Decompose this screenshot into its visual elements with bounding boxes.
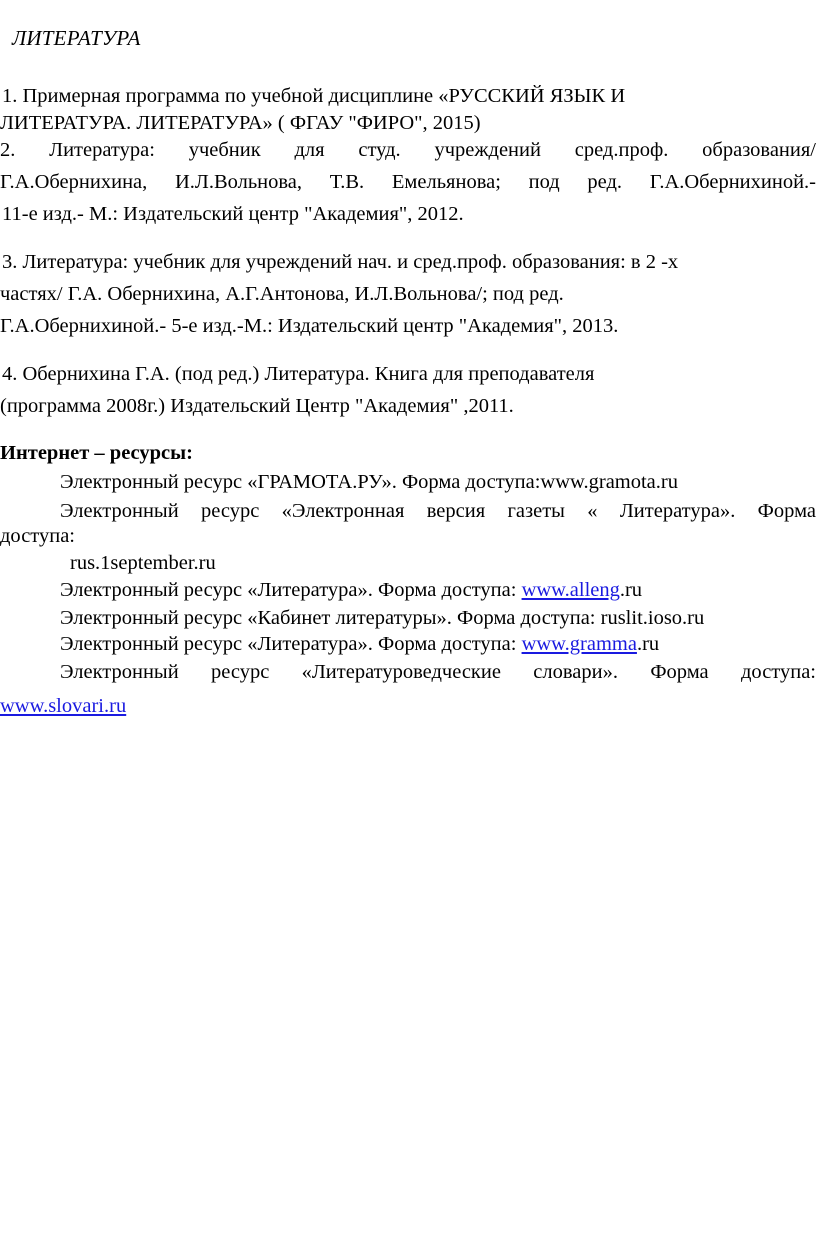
resource-6-line-1: Электронный ресурс «Литературоведческие словари». Форма доступа: bbox=[60, 661, 816, 683]
resource-2-line-2: доступа: bbox=[0, 525, 75, 547]
resource-2-line-1: Электронный ресурс «Электронная версия газеты « Литература». Форма bbox=[60, 500, 816, 522]
resource-5-text: Электронный ресурс «Литература». Форма доступа: bbox=[60, 633, 522, 655]
resource-2-line-3: rus.1september.ru bbox=[70, 552, 216, 574]
resource-5-link[interactable]: www.gramma bbox=[521, 633, 637, 655]
resource-1: Электронный ресурс «ГРАМОТА.РУ». Форма доступа:www.gramota.ru bbox=[60, 471, 678, 493]
list-item-3-line-1: 3. Литература: учебник для учреждений нач. и сред.проф. образования: в 2 -х bbox=[2, 251, 679, 273]
resource-5 bbox=[60, 634, 659, 655]
resource-3-text: Электронный ресурс «Литература». Форма доступа: bbox=[60, 579, 522, 601]
list-item-1-line-2: ЛИТЕРАТУРА. ЛИТЕРАТУРА» ( ФГАУ "ФИРО", 2015) bbox=[0, 112, 481, 134]
resource-3 bbox=[60, 580, 642, 601]
list-item-4-line-1: 4. Обернихина Г.А. (под ред.) Литература. Книга для преподавателя bbox=[2, 363, 595, 385]
resource-3-link[interactable]: www.alleng bbox=[521, 579, 620, 601]
list-item-2-line-1: 2. Литература: учебник для студ. учреждений сред.проф. образования/ bbox=[0, 139, 816, 161]
list-item-2-line-3: 11-е изд.- М.: Издательский центр "Академия", 2012. bbox=[2, 203, 464, 225]
list-item-1-line-1: 1. Примерная программа по учебной дисциплине «РУССКИЙ ЯЗЫК И bbox=[2, 85, 626, 107]
internet-resources-title: Интернет – ресурсы: bbox=[0, 442, 193, 464]
list-item-3-line-2: частях/ Г.А. Обернихина, А.Г.Антонова, И.Л.Вольнова/; под ред. bbox=[0, 283, 564, 305]
resource-6-link[interactable]: www.slovari.ru bbox=[0, 695, 127, 717]
list-item-2-line-2: Г.А.Обернихина, И.Л.Вольнова, Т.В. Емельянова; под ред. Г.А.Обернихиной.- bbox=[0, 171, 816, 193]
resource-3-tail: .ru bbox=[619, 579, 643, 601]
resource-4: Электронный ресурс «Кабинет литературы». Форма доступа: ruslit.ioso.ru bbox=[60, 607, 705, 629]
list-item-4-line-2: (программа 2008г.) Издательский Центр "Академия" ,2011. bbox=[0, 395, 514, 417]
resource-5-tail: .ru bbox=[636, 633, 660, 655]
page-title: ЛИТЕРАТУРА bbox=[12, 26, 141, 50]
list-item-3-line-3: Г.А.Обернихиной.- 5-е изд.-М.: Издательский центр "Академия", 2013. bbox=[0, 315, 619, 337]
